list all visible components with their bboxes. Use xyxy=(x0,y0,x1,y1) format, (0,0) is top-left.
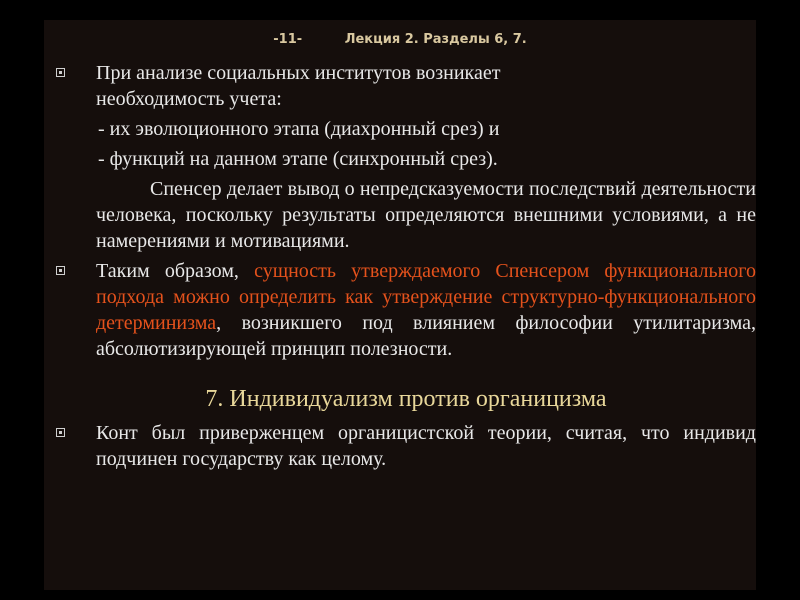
paragraph-2-highlight: сущность утверждаемого Спенсером функционального подхода можно определить как утверждение структурно-функционального детерминизма xyxy=(96,260,756,334)
bullet-square-icon xyxy=(56,68,65,77)
slide-number: -11- xyxy=(273,32,303,47)
sub-item-1: - их эволюционного этапа (диахронный срез) и xyxy=(98,118,500,140)
slide-header-title: Лекция 2. Разделы 6, 7. xyxy=(344,32,527,47)
bullet-paragraph-2 xyxy=(56,258,756,362)
section-title: 7. Индивидуализм против органицизма xyxy=(205,386,607,412)
bullet-square-icon xyxy=(56,428,65,437)
spencer-paragraph: Спенсер делает вывод о непредсказуемости последствий деятельности человека, поскольку результаты определяются внешними условиями, а не намерениями и мотивациями. xyxy=(96,178,756,252)
bullet-paragraph-3 xyxy=(56,420,756,472)
paragraph-3-text: Конт был приверженцем органицистской теории, считая, что индивид подчинен государству как целому. xyxy=(96,422,756,470)
bullet-square-icon xyxy=(56,266,65,275)
paragraph-2-intro: Таким образом, xyxy=(96,260,255,282)
paragraph-1-line-1: При анализе социальных институтов возникает xyxy=(96,62,501,84)
paragraph-1-line-2: необходимость учета: xyxy=(96,88,282,110)
bullet-paragraph-1 xyxy=(56,60,756,112)
slide-header xyxy=(0,32,800,47)
slide-content xyxy=(56,60,756,472)
paragraph-2-rest: , возникшего под влиянием философии утилитаризма, абсолютизирующей принцип полезности. xyxy=(96,312,756,360)
sub-item-2: - функций на данном этапе (синхронный срез). xyxy=(98,148,498,170)
